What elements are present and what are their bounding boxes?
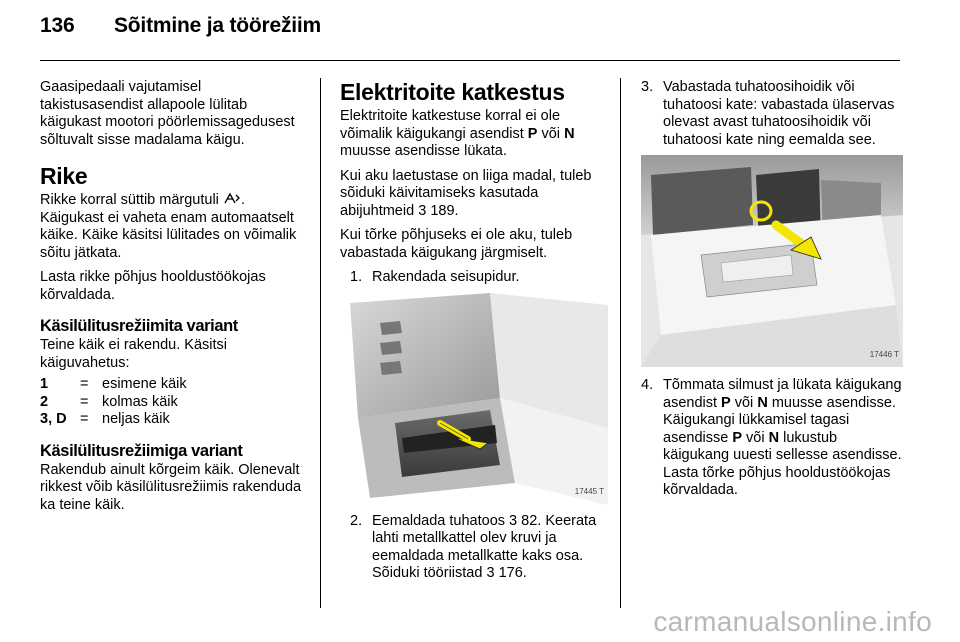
page-number: 136 [40, 14, 75, 37]
column-3 [641, 79, 903, 500]
figure-ashtray [340, 293, 608, 505]
gear-table [40, 376, 306, 429]
ashtray-holder-illustration [641, 155, 903, 367]
page-title: Sõitmine ja töörežiim [114, 14, 321, 37]
heading-rike: Rike [40, 163, 88, 189]
page-ref-icon: 3 [509, 512, 518, 529]
transmission-warning-icon [223, 192, 241, 205]
list-item-step-4: 4. Tõmmata silmust ja lükata käigukang asendist P või N muusse asendisse. Käigukangi lükkamisel tagasi asendisse P või N lukustub käigukang uuesti sellesse asendisse. Lasta tõrke põhjus hooldustöökojas kõrvaldada. [641, 377, 902, 498]
heading-with-manual-mode: Käsilülitusrežiimiga variant [40, 441, 243, 460]
figure-ashtray-holder [641, 155, 903, 367]
gear-row: 1 = esimene käik [40, 376, 187, 392]
ashtray-illustration [340, 293, 608, 505]
heading-without-manual-mode: Käsilülitusrežiimita variant [40, 317, 238, 335]
paragraph-kickdown: Gaasipedaali vajutamisel takistusasendist allapoole lülitab käigukast mootori pöörlemissagedusest sõltuvalt sisse madalama käigu. [40, 79, 295, 148]
paragraph-power-failure: Elektritoite katkestuse korral ei ole võimalik käigukangi asendist P või N muusse asendisse lükata. [340, 108, 575, 159]
column-2 [340, 79, 608, 583]
gear-row: 3, D = neljas käik [40, 411, 170, 427]
column-1 [40, 79, 306, 521]
paragraph-release: Kui tõrke põhjuseks ei ole aku, tuleb vabastada käigukang järgmiselt. [340, 227, 573, 261]
list-item-step-2: 2. Eemaldada tuhatoos 3 82. Keerata lahti metallkattel olev kruvi ja eemaldada metallkatte kaks osa. Sõiduki tööriistad 3 176. [350, 512, 597, 581]
watermark: carmanualsonline.info [653, 606, 932, 637]
list-item-step-3: 3. Vabastada tuhatoosihoidik või tuhatoosi kate: vabastada ülaservas olevast avast tuhatoosihoidik või tuhatoosi kate ning eemalda see. [641, 79, 895, 148]
paragraph-manual-shift: Teine käik ei rakendu. Käsitsi käiguvahetus: [40, 337, 227, 371]
paragraph-fault: Rikke korral süttib märgutuli . Käigukast ei vaheta enam automaatselt käike. Käike käsitsi lülitades on võimalik sõitu jätkata. [40, 192, 297, 261]
paragraph-jump-start: Kui aku laetustase on liiga madal, tuleb sõiduki käivitamiseks kasutada abijuhtmeid 3 189. [340, 167, 592, 219]
gear-row: 2 = kolmas käik [40, 393, 178, 410]
figure-label: 17445 T [574, 487, 604, 496]
paragraph-service: Lasta rikke põhjus hooldustöökojas kõrvaldada. [40, 269, 266, 303]
header-rule [40, 60, 900, 61]
page-ref-icon: 3 [418, 202, 427, 219]
column-divider-1 [320, 78, 321, 608]
page-ref-icon: 3 [486, 565, 495, 581]
figure-label: 17446 T [869, 349, 899, 359]
list-item-step-1: 1. Rakendada seisupidur. [350, 269, 520, 285]
column-divider-2 [620, 78, 621, 608]
heading-power-failure: Elektritoite katkestus [340, 79, 565, 105]
paragraph-highest-gear: Rakendub ainult kõrgeim käik. Olenevalt rikkest võib käsilülitusrežiimis rakenduda ka teine käik. [40, 461, 302, 513]
